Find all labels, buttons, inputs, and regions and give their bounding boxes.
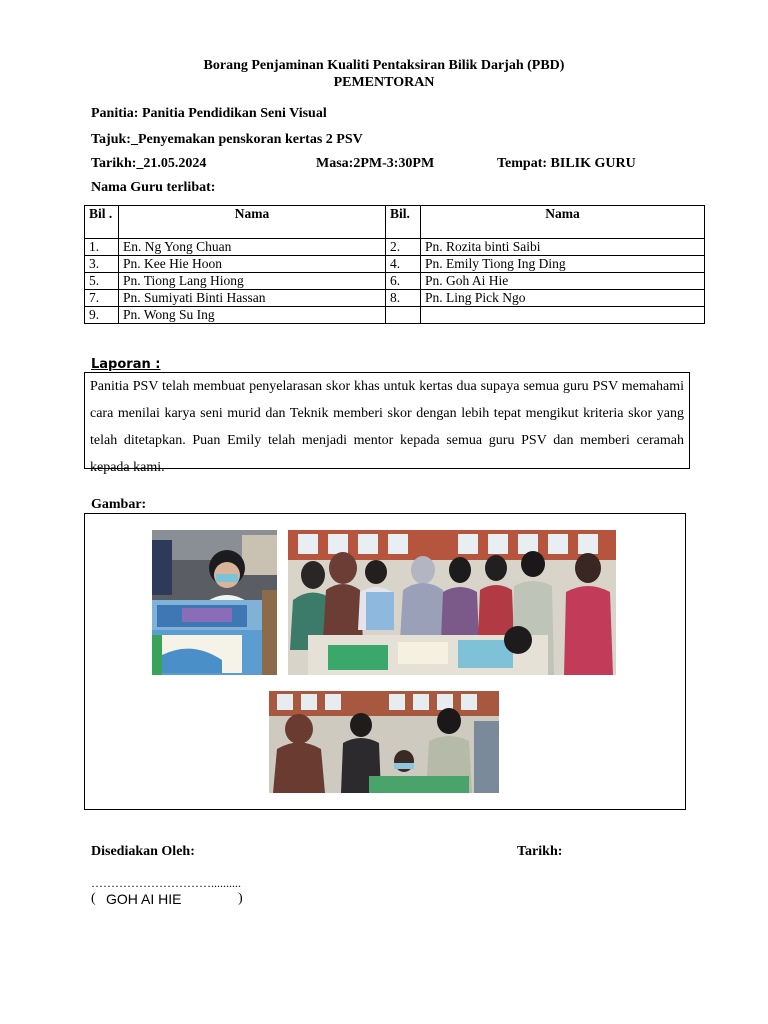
cell-bil: 6. [386,273,421,290]
cell-bil: 3. [85,256,119,273]
photo-teachers-group [288,530,616,675]
signature-line: ………………………….......... [91,876,241,890]
tarikh-line: Tarikh:_21.05.2024 [91,156,207,171]
cell-nama: En. Ng Yong Chuan [119,239,386,256]
cell-nama: Pn. Wong Su Ing [119,307,386,324]
cell-nama: Pn. Sumiyati Binti Hassan [119,290,386,307]
table-row [85,307,705,324]
laporan-text: Panitia PSV telah membuat penyelarasan skor khas untuk kertas dua supaya semua guru PSV memahami cara menilai karya seni murid dan Teknik memberi skor dengan lebih tepat mengikut kriteria skor yang telah ditetapkan. Puan Emily telah menjadi mentor kepada semua guru PSV dan memberi ceramah kepada kami. [84,372,690,469]
disediakan-label: Disediakan Oleh: [91,844,195,859]
panitia-line: Panitia: Panitia Pendidikan Seni Visual [91,106,327,121]
teachers-table [84,205,705,324]
tempat-line: Tempat: BILIK GURU [497,156,636,171]
cell-nama: Pn. Kee Hie Hoon [119,256,386,273]
cell-bil: 7. [85,290,119,307]
cell-nama [421,307,705,324]
column-header-nama: Nama [119,206,386,239]
cell-bil: 8. [386,290,421,307]
table-row [85,290,705,307]
cell-bil: 1. [85,239,119,256]
masa-line: Masa:2PM-3:30PM [316,156,435,171]
cell-nama: Pn. Emily Tiong Ing Ding [421,256,705,273]
cell-nama: Pn. Goh Ai Hie [421,273,705,290]
name-open-paren: ( [91,891,96,906]
tajuk-line: Tajuk:_Penyemakan penskoran kertas 2 PSV [91,132,363,147]
form-title: Borang Penjaminan Kualiti Pentaksiran Bilik Darjah (PBD) [203,58,565,73]
cell-nama: Pn. Tiong Lang Hiong [119,273,386,290]
cell-bil: 4. [386,256,421,273]
preparer-name: GOH AI HIE [106,891,182,907]
name-close-paren: ) [238,891,243,906]
table-row [85,273,705,290]
cell-bil: 9. [85,307,119,324]
photo-student-artwork [152,530,277,675]
gambar-label: Gambar: [91,497,147,512]
cell-bil: 2. [386,239,421,256]
cell-bil: 5. [85,273,119,290]
nama-guru-label: Nama Guru terlibat: [91,180,216,195]
table-row [85,256,705,273]
column-header-nama-right: Nama [421,206,705,239]
cell-bil [386,307,421,324]
laporan-label: Laporan : [91,357,161,372]
tarikh-footer-label: Tarikh: [517,844,563,859]
cell-nama: Pn. Ling Pick Ngo [421,290,705,307]
column-header-bil-right: Bil. [386,206,421,239]
photo-teachers-reviewing [269,691,499,793]
column-header-bil: Bil . [85,206,119,239]
cell-nama: Pn. Rozita binti Saibi [421,239,705,256]
form-subtitle: PEMENTORAN [333,75,435,90]
table-row [85,239,705,256]
table-header-row [85,206,705,239]
